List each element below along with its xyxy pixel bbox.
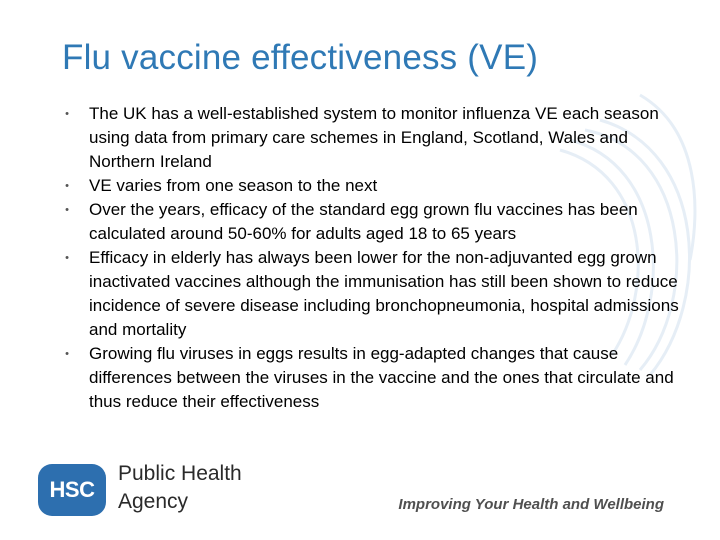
bullet-marker: • <box>65 108 69 120</box>
bullet-item <box>62 342 694 414</box>
logo-abbr: HSC <box>49 477 95 502</box>
bullet-list <box>62 102 694 414</box>
footer-tagline: Improving Your Health and Wellbeing <box>398 496 664 513</box>
bullet-marker: • <box>65 348 69 360</box>
bullet-text: Efficacy in elderly has always been lower for the non-adjuvanted egg grown inactivated vaccines although the immunisation has still been shown to reduce incidence of severe disease including bronchopneumonia, hospital admissions and mortality <box>89 248 679 339</box>
hsc-public-health-agency-logo <box>38 458 298 522</box>
bullet-marker: • <box>65 252 69 264</box>
bullet-text: The UK has a well-established system to monitor influenza VE each season using data from primary care schemes in England, Scotland, Wales and Northern Ireland <box>89 104 659 171</box>
logo-name-line1: Public Health <box>118 462 242 485</box>
hsc-logo-mark <box>38 464 106 516</box>
bullet-marker: • <box>65 204 69 216</box>
bullet-item <box>62 174 694 198</box>
bullet-marker: • <box>65 180 69 192</box>
slide-title: Flu vaccine effectiveness (VE) <box>62 38 539 77</box>
logo-name-line2: Agency <box>118 490 189 513</box>
bullet-item <box>62 246 694 342</box>
bullet-text: Over the years, efficacy of the standard egg grown flu vaccines has been calculated around 50-60% for adults aged 18 to 65 years <box>89 200 638 243</box>
bullet-text: VE varies from one season to the next <box>89 176 378 195</box>
bullet-item <box>62 102 694 174</box>
bullet-text: Growing flu viruses in eggs results in egg-adapted changes that cause differences between the viruses in the vaccine and the ones that circulate and thus reduce their effectiveness <box>89 344 674 411</box>
bullet-item <box>62 198 694 246</box>
